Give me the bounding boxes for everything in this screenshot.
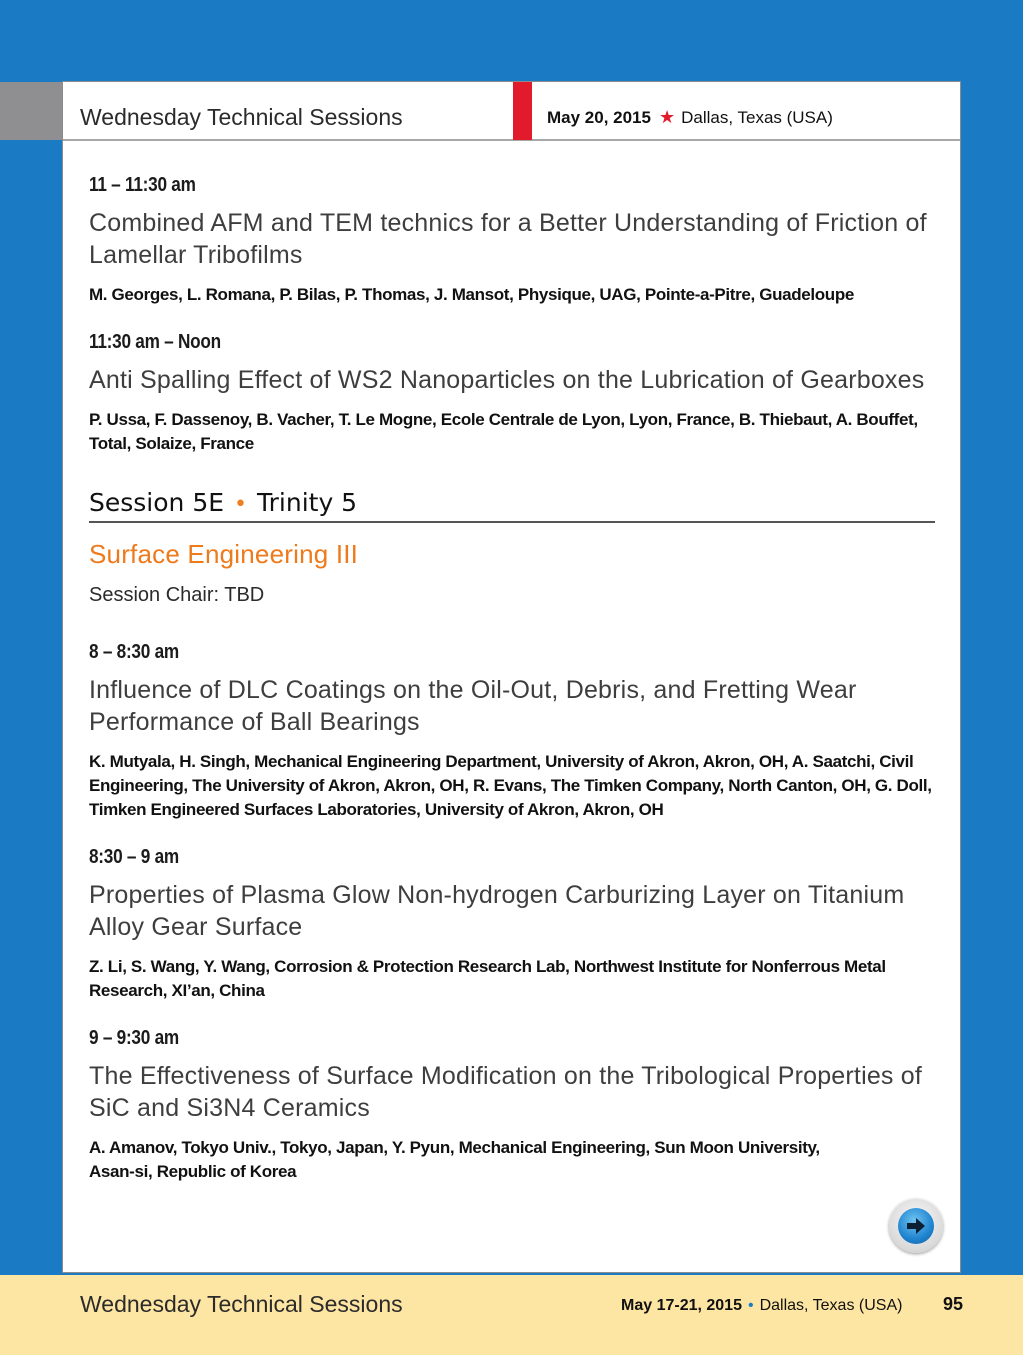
header-accent-bar: [513, 82, 532, 140]
header-location: Dallas, Texas (USA): [681, 108, 833, 127]
talk-title: Anti Spalling Effect of WS2 Nanoparticles on the Lubrication of Gearboxes: [89, 366, 925, 394]
program-page: [62, 81, 961, 1273]
session-chair: Session Chair: TBD: [89, 584, 265, 606]
talk-time: 11 – 11:30 am: [89, 174, 196, 196]
talk-title: Combined AFM and TEM technics for a Better Understanding of Friction of Lamellar Tribofilms: [89, 209, 927, 269]
talk-title: Properties of Plasma Glow Non-hydrogen Carburizing Layer on Titanium Alloy Gear Surface: [89, 881, 905, 941]
talk-authors: K. Mutyala, H. Singh, Mechanical Engineering Department, University of Akron, Akron, OH, A. Saatchi, Civil Engineering, The University of Akron, Akron, OH, R. Evans, The Timken Company, North Canton, OH, G. Doll, Timken Engineered Surfaces Laboratories, University of Akron, Akron, OH: [89, 752, 932, 819]
session-room: Trinity 5: [257, 488, 358, 517]
bullet-icon: •: [747, 1297, 754, 1314]
talk-item: [89, 641, 939, 822]
session-number: Session 5E: [89, 488, 225, 517]
page-content: [89, 174, 939, 1208]
footer-dates: May 17-21, 2015: [621, 1297, 742, 1314]
next-page-button[interactable]: [889, 1199, 943, 1253]
arrow-right-circle-icon: [898, 1208, 934, 1244]
session-heading: [89, 488, 935, 523]
header-tab: [0, 82, 62, 140]
page-number: 95: [943, 1294, 964, 1314]
talk-authors: A. Amanov, Tokyo Univ., Tokyo, Japan, Y. Pyun, Mechanical Engineering, Sun Moon University, Asan-si, Republic of Korea: [89, 1138, 820, 1181]
bullet-icon: •: [234, 492, 248, 517]
footer-title: Wednesday Technical Sessions: [80, 1291, 403, 1317]
talk-time: 8 – 8:30 am: [89, 641, 179, 663]
header-date: May 20, 2015: [547, 108, 651, 127]
header-title: Wednesday Technical Sessions: [80, 104, 403, 130]
talk-title: The Effectiveness of Surface Modification on the Tribological Properties of SiC and Si3N4 Ceramics: [89, 1062, 923, 1122]
talk-item: [89, 174, 939, 307]
talk-item: [89, 331, 939, 456]
header-date-location: [547, 107, 833, 128]
talk-item: [89, 846, 939, 1003]
talk-authors: M. Georges, L. Romana, P. Bilas, P. Thomas, J. Mansot, Physique, UAG, Pointe-a-Pitre, Guadeloupe: [89, 285, 854, 304]
talk-title: Influence of DLC Coatings on the Oil-Out, Debris, and Fretting Wear Performance of Ball Bearings: [89, 676, 857, 736]
page-header: [63, 82, 960, 141]
footer-date-location: [621, 1297, 902, 1315]
star-icon: ★: [658, 107, 676, 127]
talk-time: 8:30 – 9 am: [89, 846, 179, 868]
talk-item: [89, 1027, 939, 1184]
talk-authors: P. Ussa, F. Dassenoy, B. Vacher, T. Le Mogne, Ecole Centrale de Lyon, Lyon, France, B. Thiebaut, A. Bouffet, Total, Solaize, France: [89, 410, 918, 453]
footer-location: Dallas, Texas (USA): [759, 1297, 903, 1314]
talk-time: 9 – 9:30 am: [89, 1027, 179, 1049]
session-title: Surface Engineering III: [89, 539, 359, 569]
talk-time: 11:30 am – Noon: [89, 331, 221, 353]
talk-authors: Z. Li, S. Wang, Y. Wang, Corrosion & Protection Research Lab, Northwest Institute for Nonferrous Metal Research, XI’an, China: [89, 957, 886, 1000]
